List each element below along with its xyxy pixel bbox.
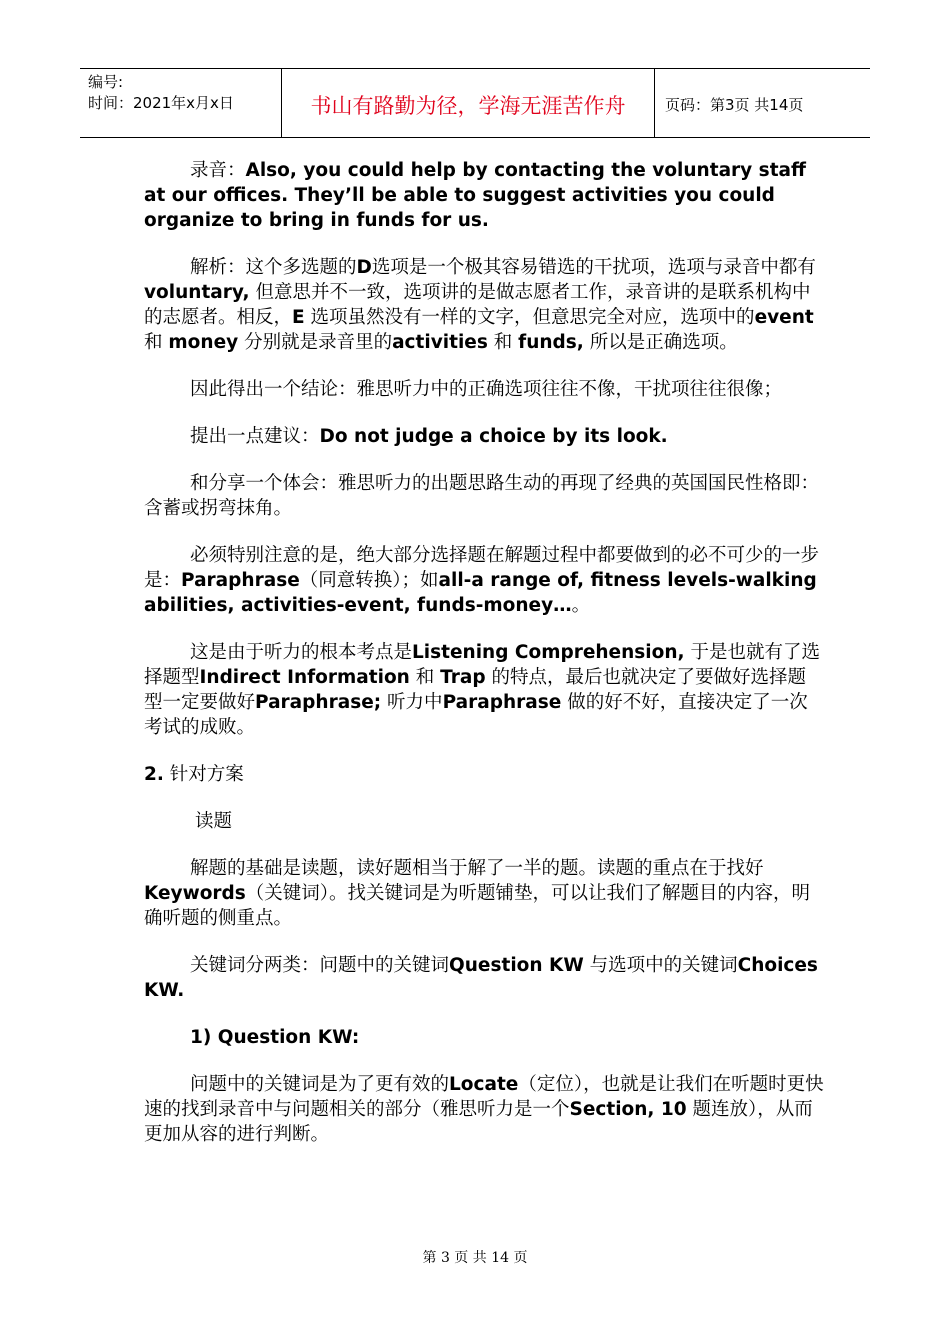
subheading-text: 读题	[195, 811, 233, 832]
paragraph-analysis	[144, 255, 824, 355]
bold-run: Do not judge a choice by its look.	[319, 426, 668, 447]
bold-run: Paraphrase;	[255, 692, 382, 713]
number-label: 编号:	[88, 73, 124, 91]
text-run: 做的好不好，直接决定了一次考试的成败。	[144, 692, 808, 738]
text-run: （同意转换）；如	[299, 570, 439, 591]
text-run: 和	[415, 667, 435, 688]
bold-run: Listening Comprehension,	[412, 642, 685, 663]
page-header	[80, 68, 870, 138]
paragraph-conclusion: 因此得出一个结论：雅思听力中的正确选项往往不像，干扰项往往很像；	[190, 379, 783, 400]
document-body	[144, 158, 824, 1169]
text-run: 和	[144, 332, 163, 353]
bold-run: voluntary,	[144, 282, 250, 303]
paragraph-advice	[144, 424, 824, 449]
text-run: 解析：这个多选题的	[190, 257, 357, 278]
header-motto: 书山有路勤为径，学海无涯苦作舟	[282, 69, 655, 137]
page-footer: 第 3 页 共 14 页	[422, 1250, 528, 1266]
text-run: 和	[493, 332, 513, 353]
bold-run: activities	[392, 332, 488, 353]
text-run: 问题中的关键词是为了更有效的	[190, 1074, 450, 1095]
bold-run: Paraphrase	[442, 692, 562, 713]
text-run: 这是由于听力的根本考点是	[190, 642, 413, 663]
bold-run: Paraphrase	[181, 570, 300, 591]
bold-run: Indirect Information	[199, 667, 410, 688]
recording-label: 录音：	[190, 160, 246, 181]
text-run: 选项是一个极其容易错选的干扰项，选项与录音中都有	[371, 257, 816, 278]
text-run: 于是也就有了选择题型	[144, 642, 820, 688]
text-run: 题连放），从而更加从容的进行判断。	[144, 1099, 813, 1145]
text-run: 所以是正确选项。	[589, 332, 738, 353]
paragraph-kw-types	[144, 953, 824, 1003]
bold-run: Trap	[440, 667, 486, 688]
bold-run: all-a range of, fitness levels-walking abilities, activities-event, funds-money…	[144, 570, 817, 616]
text-run: 但意思并不一致，选项讲的是做志愿者工作，录音讲的是联系机构中的志愿者。相反，	[144, 282, 811, 328]
text-run: 的特点，最后也就决定了要做好选择题型一定要做好	[144, 667, 806, 713]
text-run: 关键词分两类：问题中的关键词	[190, 955, 450, 976]
text-run: 与选项中的关键词	[589, 955, 738, 976]
bold-run: money	[168, 332, 239, 353]
paragraph-paraphrase	[144, 543, 824, 618]
text-run: 听力中	[387, 692, 443, 713]
bold-run: Choices KW.	[144, 955, 818, 1001]
subheading-read	[144, 809, 824, 834]
paragraph-question-kw	[144, 1072, 824, 1147]
paragraph-experience: 和分享一个体会：雅思听力的出题思路生动的再现了经典的英国国民性格即：含蓄或拐弯抹角。	[144, 473, 820, 519]
section-number: 2.	[144, 764, 164, 785]
heading-question-kw: 1) Question KW:	[190, 1027, 360, 1048]
header-page-info: 页码：第3页 共14页	[665, 95, 804, 114]
text-run: 分别就是录音里的	[244, 332, 393, 353]
paragraph-listening	[144, 640, 824, 740]
text-run: （关键词）。找关键词是为听题铺垫，可以让我们了解题目的内容，明确听题的侧重点。	[144, 883, 811, 929]
text-run: 。	[571, 595, 591, 616]
bold-run: funds,	[518, 332, 584, 353]
bold-run: Section, 10	[569, 1099, 687, 1120]
recording-text: Also, you could help by contacting the voluntary staff at our offices. They’ll be able to suggest activities you could organize to bring in funds for us.	[144, 160, 807, 231]
bold-run: E	[292, 307, 305, 328]
text-run: 选项虽然没有一样的文字，但意思完全对应，选项中的	[310, 307, 755, 328]
header-meta	[80, 69, 282, 137]
paragraph-keywords	[144, 856, 824, 931]
text-run: 解题的基础是读题，读好题相当于解了一半的题。读题的重点在于找好	[190, 858, 764, 879]
text-run: （定位），也就是让我们在听题时更快速的找到录音中与问题相关的部分（雅思听力是一个	[144, 1074, 824, 1120]
bold-run: D	[356, 257, 372, 278]
bold-run: Question KW	[449, 955, 584, 976]
bold-run: Locate	[449, 1074, 519, 1095]
text-run: 必须特别注意的是，绝大部分选择题在解题过程中都要做到的必不可少的一步是：	[144, 545, 820, 591]
section-heading-2	[144, 762, 824, 787]
text-run: 提出一点建议：	[190, 426, 320, 447]
bold-run: event	[754, 307, 814, 328]
time-label: 时间：2021年x月x日	[88, 94, 234, 112]
paragraph-recording	[144, 158, 824, 233]
bold-run: Keywords	[144, 883, 246, 904]
section-title: 针对方案	[169, 764, 244, 785]
